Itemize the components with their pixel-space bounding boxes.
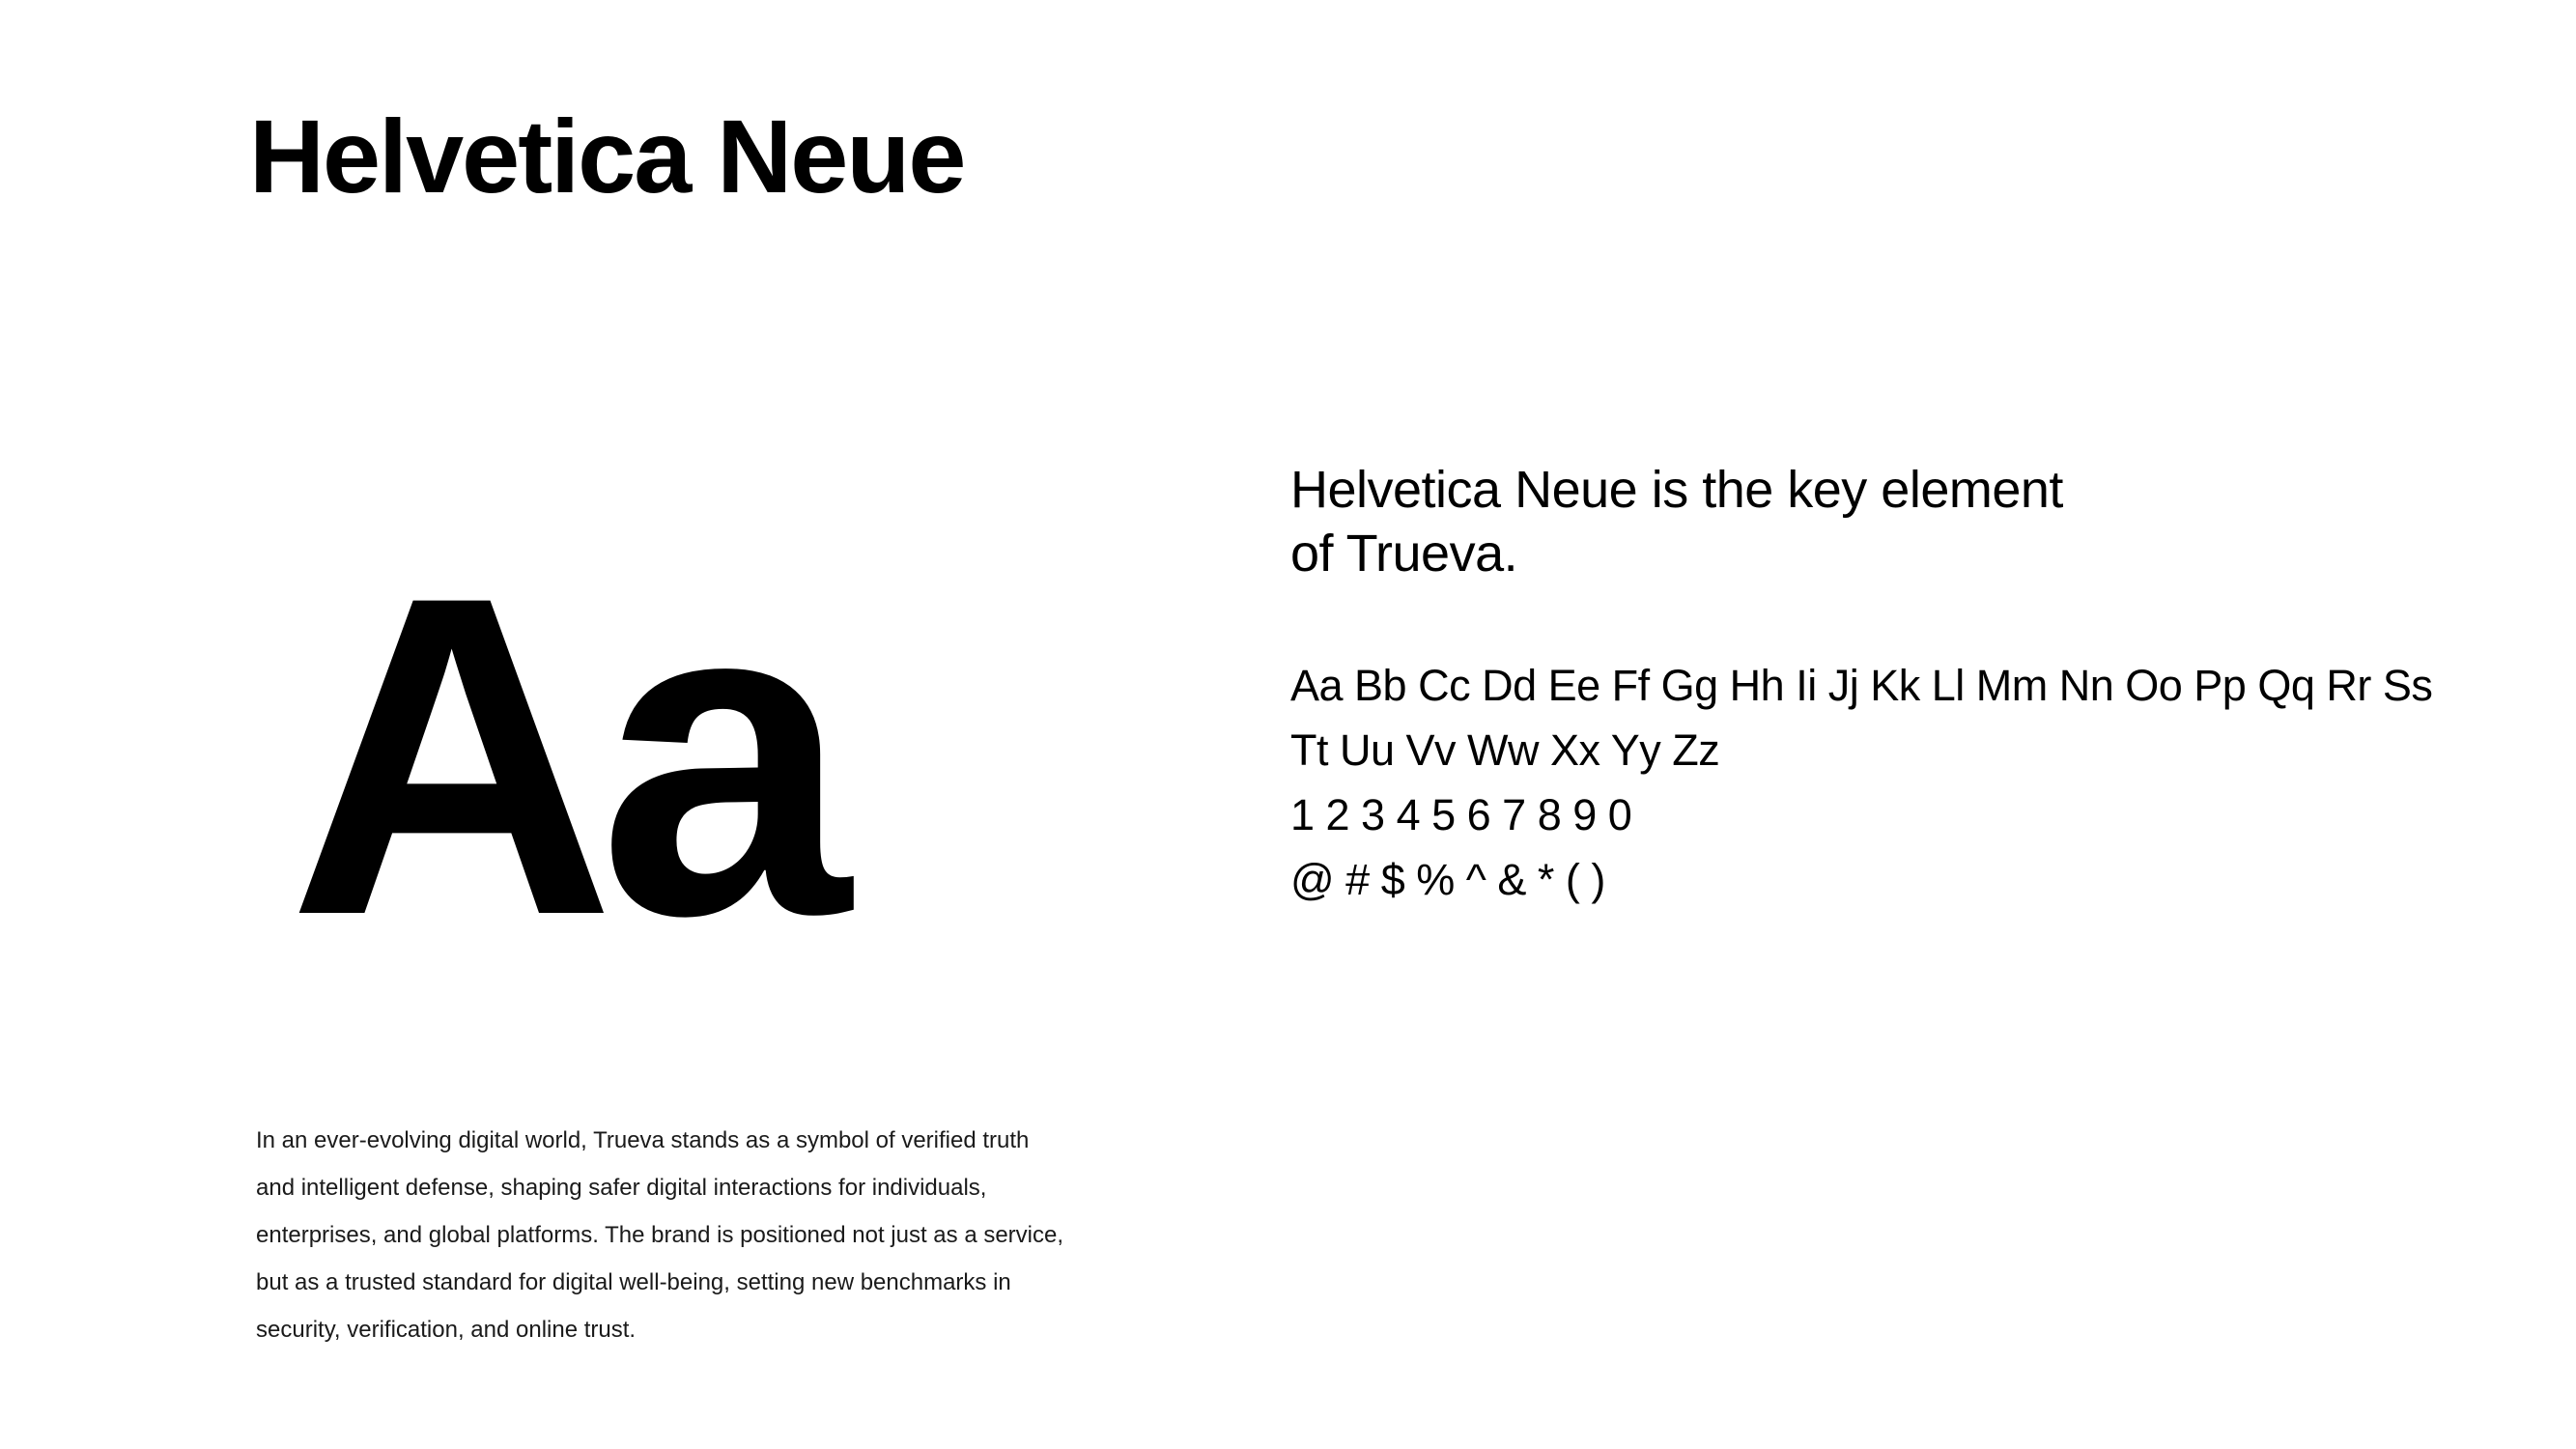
tagline-line: Helvetica Neue is the key element — [1290, 461, 2063, 519]
character-set — [1290, 653, 2498, 912]
description-line: but as a trusted standard for digital well-being, setting new benchmarks in — [256, 1269, 1011, 1295]
description-line: and intelligent defense, shaping safer digital interactions for individuals, — [256, 1175, 987, 1201]
specimen-glyph: Aa — [288, 502, 834, 1009]
description-line: enterprises, and global platforms. The brand is positioned not just as a service, — [256, 1222, 1064, 1248]
charset-numbers: 1 2 3 4 5 6 7 8 9 0 — [1290, 790, 1632, 839]
charset-symbols: @ # $ % ^ & * ( ) — [1290, 855, 1605, 904]
charset-letters-line: Tt Uu Vv Ww Xx Yy Zz — [1290, 725, 1720, 775]
description-line: In an ever-evolving digital world, Trueva stands as a symbol of verified truth — [256, 1127, 1030, 1153]
page-title: Helvetica Neue — [249, 98, 965, 214]
tagline — [1290, 458, 2160, 585]
description-line: security, verification, and online trust. — [256, 1317, 637, 1343]
tagline-line: of Trueva. — [1290, 525, 1518, 582]
charset-letters-line: Aa Bb Cc Dd Ee Ff Gg Hh Ii Jj Kk Ll Mm Nn Oo Pp Qq Rr Ss — [1290, 661, 2433, 710]
brand-description — [256, 1117, 1087, 1353]
